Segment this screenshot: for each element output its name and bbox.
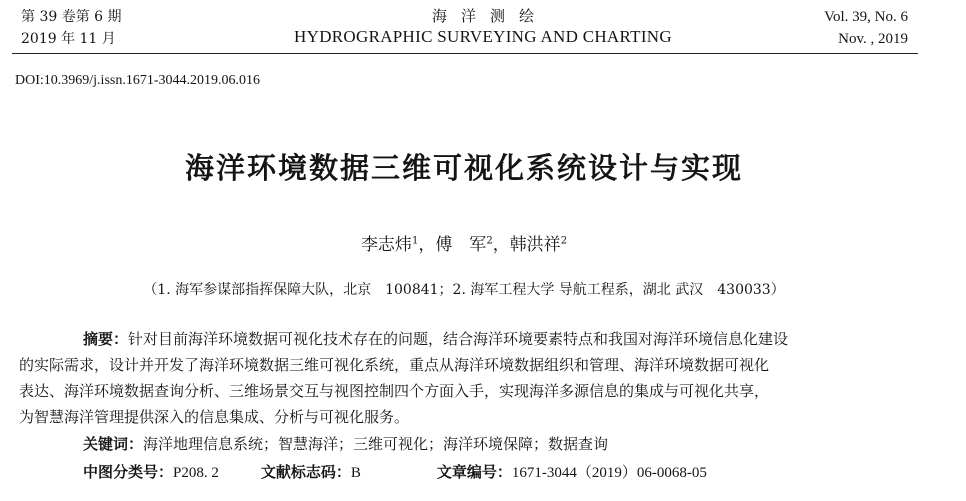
volume-issue-en: Vol. 39, No. 6 — [824, 9, 908, 25]
author-separator: ， — [418, 235, 436, 255]
date-cn: 2019 年 11 月 — [21, 31, 116, 47]
abstract-label: 摘要： — [83, 330, 129, 348]
keywords-text: 海洋地理信息系统；智慧海洋；三维可视化；海洋环境保障；数据查询 — [143, 435, 609, 453]
clc-value: P208. 2 — [173, 465, 219, 481]
doc-code-label: 文献标志码： — [260, 463, 351, 481]
date-en: Nov. , 2019 — [838, 31, 908, 47]
keywords-label: 关键词： — [83, 435, 144, 453]
abstract-line: 的实际需求，设计并开发了海洋环境数据三维可视化系统，重点从海洋环境数据组织和管理、海洋环境数据可视化 — [19, 356, 770, 374]
doc-code-value: B — [350, 465, 361, 481]
article-id-value: 1671-3044（2019）06-0068-05 — [511, 465, 707, 481]
doi[interactable]: DOI:10.3969/j.issn.1671-3044.2019.06.016 — [15, 73, 260, 88]
author-name: 李志炜 — [360, 235, 412, 255]
header-rule — [12, 53, 918, 54]
journal-name-en: HYDROGRAPHIC SURVEYING AND CHARTING — [294, 27, 672, 46]
author-name: 韩洪祥 — [509, 235, 561, 255]
classification-line — [83, 461, 707, 484]
abstract-text: 针对目前海洋环境数据可视化技术存在的问题，结合海洋环境要素特点和我国对海洋环境信息化建设 — [128, 330, 789, 348]
clc-label: 中图分类号： — [83, 463, 174, 481]
volume-issue-cn: 第 39 卷第 6 期 — [21, 9, 122, 25]
author-name: 傅 军 — [435, 235, 487, 255]
abstract-line: 为智慧海洋管理提供深入的信息集成、分析与可视化服务。 — [19, 408, 410, 426]
affiliation-marker: 1 — [411, 235, 419, 247]
abstract — [19, 326, 899, 430]
author-separator: ， — [492, 235, 510, 255]
paper-title: 海洋环境数据三维可视化系统设计与实现 — [184, 151, 743, 185]
affiliations: （1. 海军参谋部指挥保障大队，北京 100841；2. 海军工程大学 导航工程系，湖北 武汉 430033） — [143, 282, 785, 298]
journal-name-cn: 海洋测绘 — [431, 7, 548, 25]
issue-info-en — [824, 6, 908, 50]
affiliation-marker: 2 — [560, 235, 568, 247]
abstract-line — [19, 326, 899, 352]
keywords — [83, 433, 608, 455]
affiliation-marker: 2 — [486, 235, 493, 247]
author-list — [0, 230, 928, 255]
abstract-line: 表达、海洋环境数据查询分析、三维场景交互与视图控制四个方面入手，实现海洋多源信息的集成与可视化共享， — [19, 382, 770, 400]
article-id-label: 文章编号： — [436, 463, 512, 481]
journal-name — [0, 6, 966, 48]
